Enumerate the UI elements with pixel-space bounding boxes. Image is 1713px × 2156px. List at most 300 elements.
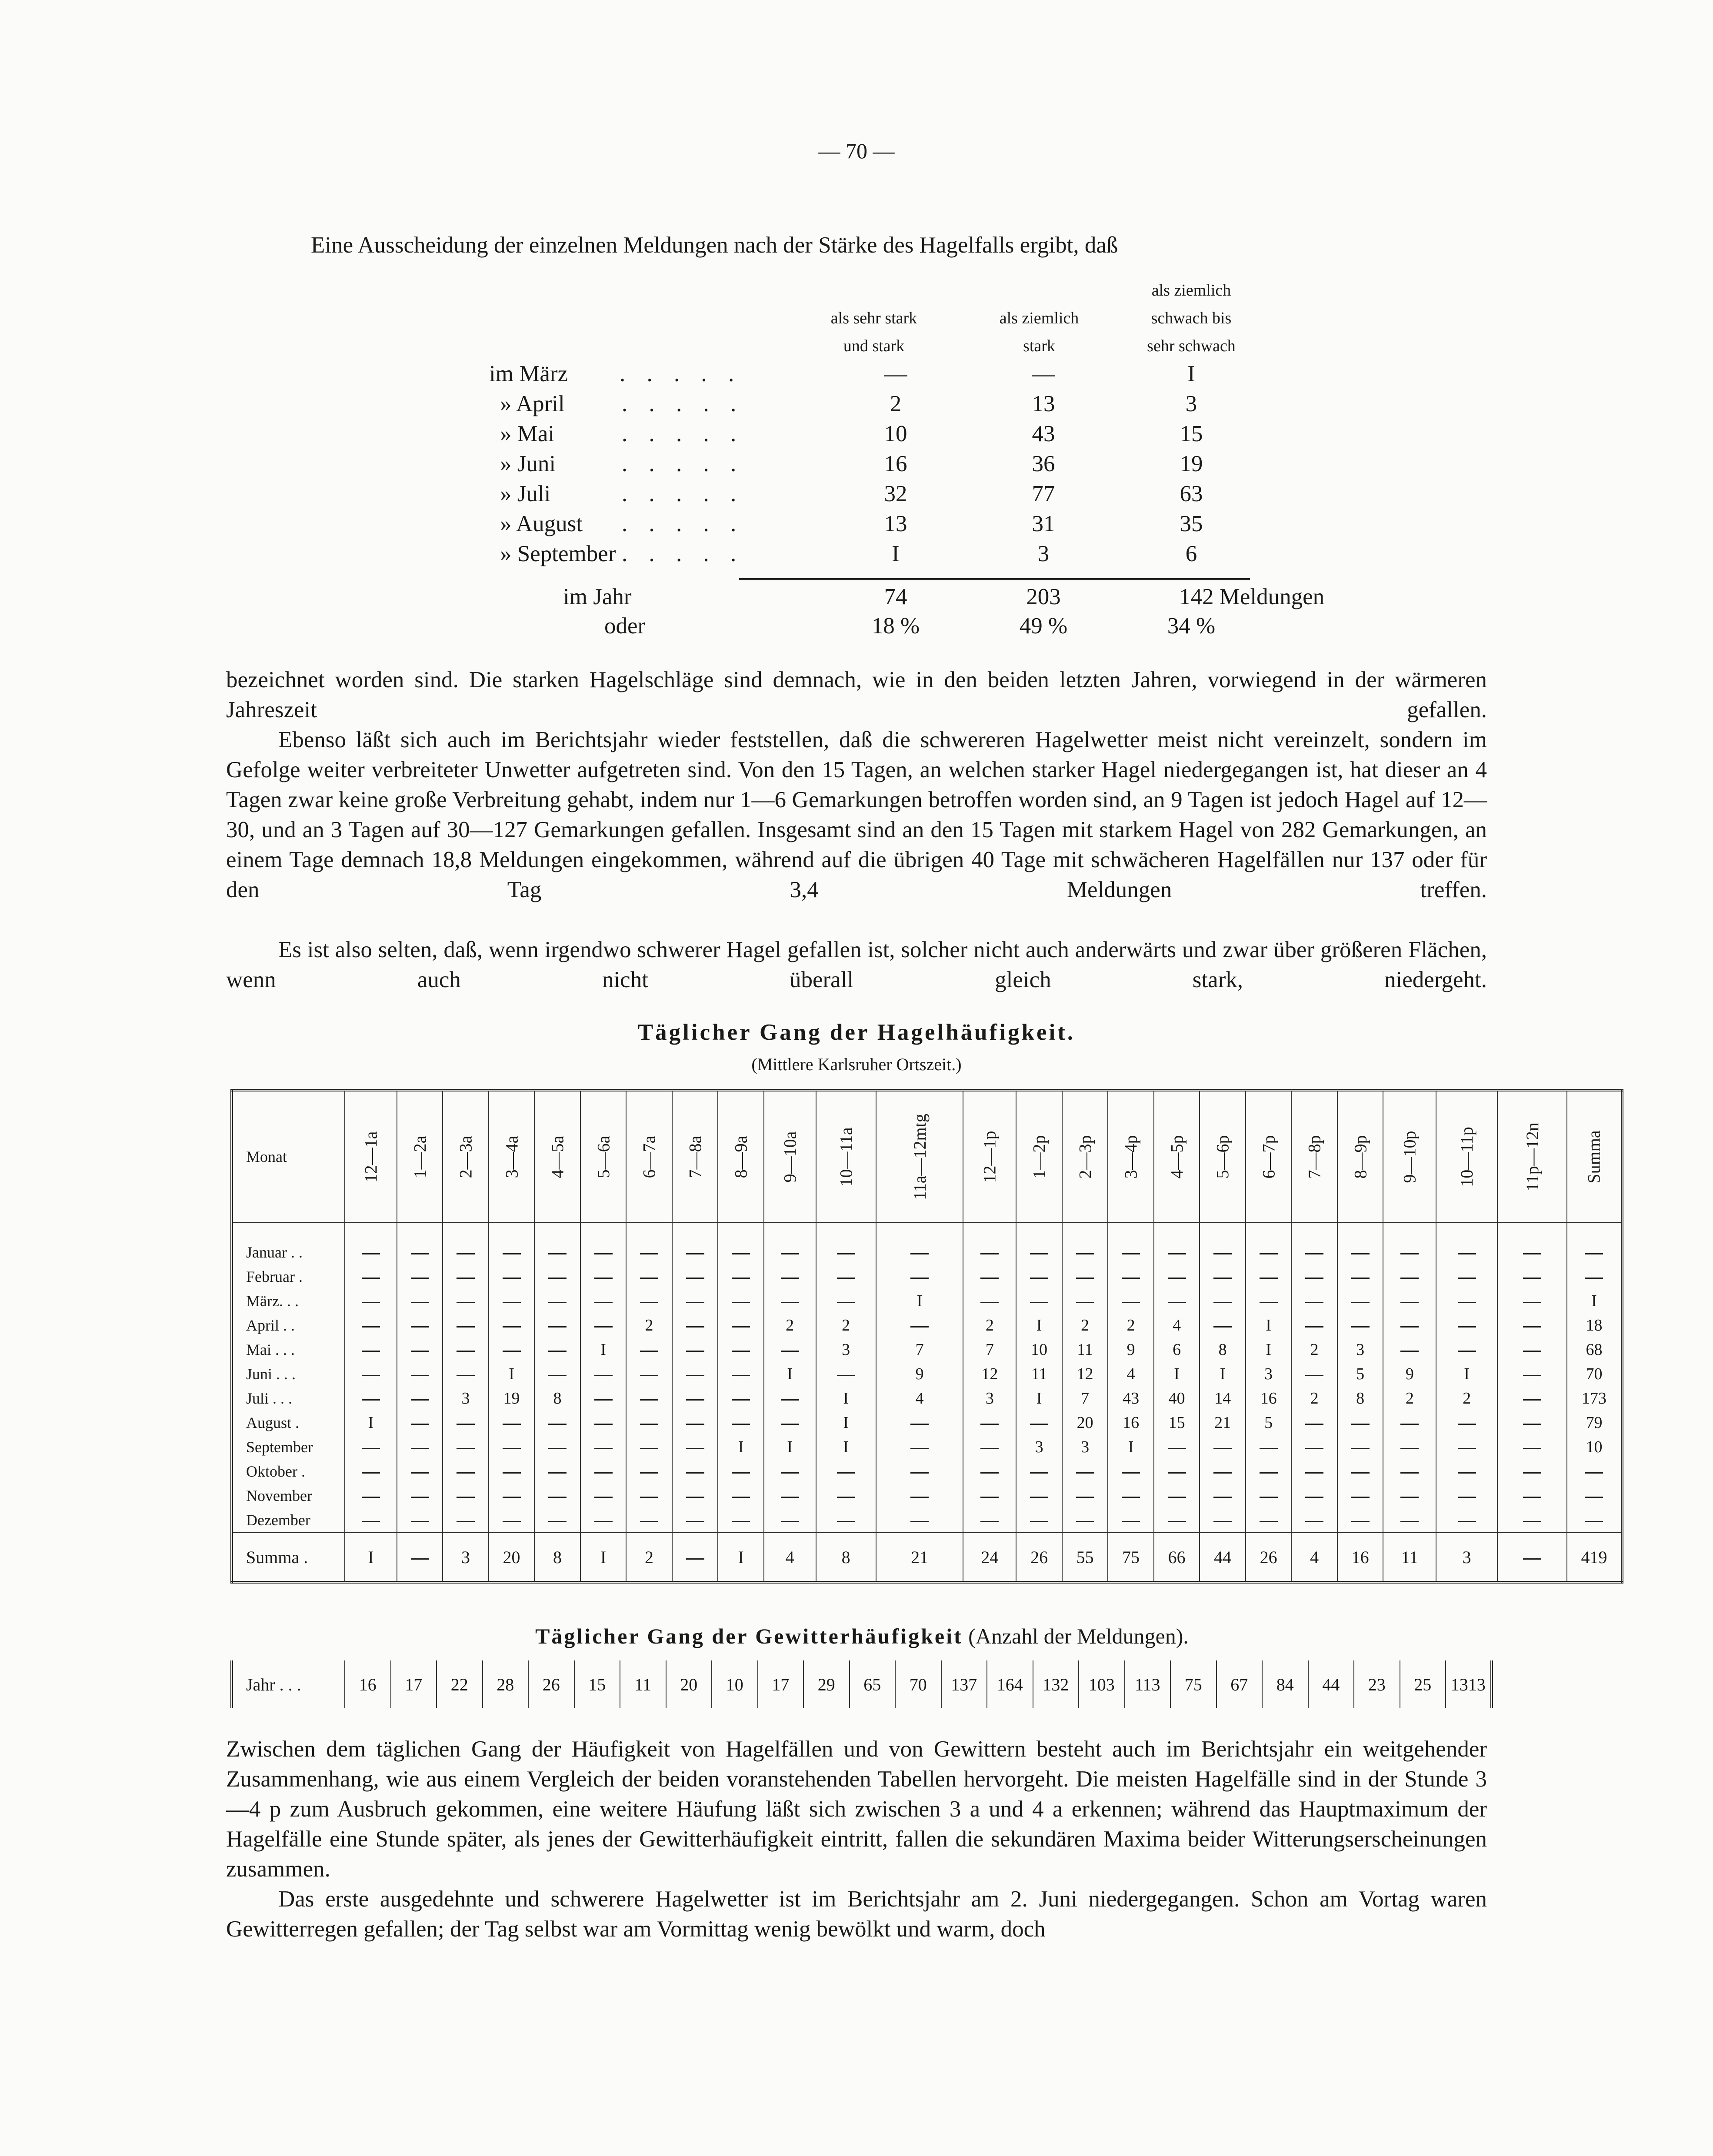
- hail-cell: [345, 1240, 397, 1264]
- hail-cell: [718, 1338, 764, 1362]
- hail-cell: [718, 1289, 764, 1313]
- table-row: [232, 1313, 1622, 1338]
- hail-cell: [1436, 1411, 1497, 1435]
- dash-mark: [686, 1278, 704, 1279]
- hail-cell: I: [816, 1411, 876, 1435]
- dash-mark: [362, 1278, 380, 1279]
- hour-header-label: 8—9p: [1350, 1135, 1370, 1178]
- hail-cell: [1108, 1240, 1154, 1264]
- dash-mark: [503, 1351, 521, 1352]
- dash-mark: [1076, 1278, 1094, 1279]
- dash-mark: [503, 1424, 521, 1425]
- hail-cell: 21: [1200, 1411, 1246, 1435]
- dash-mark: [1400, 1351, 1419, 1352]
- dash-mark: [837, 1253, 855, 1254]
- dash-mark: [503, 1278, 521, 1279]
- hail-cell: I: [1200, 1362, 1246, 1386]
- hail-cell: [718, 1313, 764, 1338]
- summa-cell: [1497, 1533, 1567, 1582]
- hail-cell: [1062, 1484, 1108, 1508]
- hail-cell: [1108, 1289, 1154, 1313]
- hail-cell: [672, 1411, 718, 1435]
- spacer-cell: [489, 1222, 535, 1240]
- dash-mark: [1351, 1326, 1370, 1328]
- dash-mark: [1260, 1278, 1278, 1279]
- hail-cell: 15: [1154, 1411, 1200, 1435]
- dash-mark: [1523, 1521, 1541, 1522]
- table-row: [232, 1240, 1622, 1264]
- hour-header-label: 10—11a: [836, 1127, 856, 1187]
- dash-mark: [1351, 1424, 1370, 1425]
- dash-mark: [1030, 1521, 1048, 1522]
- dash-mark: [640, 1424, 658, 1425]
- summa-cell: [397, 1533, 443, 1582]
- month-label: Juli . . .: [232, 1386, 345, 1411]
- hail-cell: [718, 1484, 764, 1508]
- dash-mark: [411, 1302, 429, 1303]
- paragraph-3: Es ist also selten, daß, wenn irgendwo schwerer Hagel gefallen ist, solcher nicht auch anderwärts und zwar über größeren Flächen, wenn auch nicht überall gleich stark, niedergeht.: [226, 937, 1487, 992]
- dash-mark: [503, 1302, 521, 1303]
- hail-cell: [876, 1459, 963, 1484]
- hail-cell: [764, 1411, 816, 1435]
- hail-cell: [1497, 1338, 1567, 1362]
- dash-mark: [457, 1521, 475, 1522]
- dash-mark: [1351, 1278, 1370, 1279]
- dash-mark: [640, 1399, 658, 1401]
- dash-mark: [548, 1521, 567, 1522]
- percent-strong: 18 %: [871, 613, 920, 639]
- hail-cell: 4: [876, 1386, 963, 1411]
- hail-table: [230, 1089, 1623, 1584]
- dash-mark: [732, 1521, 750, 1522]
- dash-mark: [1305, 1302, 1323, 1303]
- dash-mark: [640, 1351, 658, 1352]
- dash-mark: [1400, 1472, 1419, 1474]
- hail-cell: [1200, 1484, 1246, 1508]
- hail-cell: 19: [489, 1386, 535, 1411]
- dash-mark: [781, 1399, 799, 1401]
- hail-cell: [443, 1508, 489, 1533]
- hail-cell: I: [764, 1435, 816, 1459]
- summa-cell: 20: [489, 1533, 535, 1582]
- hail-cell: [443, 1435, 489, 1459]
- hail-cell: 2: [963, 1313, 1016, 1338]
- dash-mark: [781, 1253, 799, 1254]
- dash-mark: [980, 1497, 999, 1498]
- hour-header: [489, 1090, 535, 1222]
- dash-mark: [1076, 1253, 1094, 1254]
- dash-mark: [980, 1424, 999, 1425]
- thunder-cell: 113: [1125, 1660, 1171, 1708]
- hail-cell: [816, 1264, 876, 1289]
- dash-mark: [411, 1399, 429, 1401]
- dash-mark: [1458, 1424, 1476, 1425]
- hail-cell: [626, 1338, 672, 1362]
- dash-mark: [1213, 1472, 1232, 1474]
- strength-cell: 3: [1185, 391, 1197, 416]
- hail-cell: 2: [1291, 1386, 1337, 1411]
- hour-header: [672, 1090, 718, 1222]
- dash-mark: [1122, 1253, 1140, 1254]
- dash-mark: [686, 1472, 704, 1474]
- hail-cell: 43: [1108, 1386, 1154, 1411]
- hail-cell: [1016, 1264, 1062, 1289]
- hail-cell: [672, 1435, 718, 1459]
- strength-cell: 15: [1180, 421, 1203, 446]
- dash-mark: [686, 1497, 704, 1498]
- dash-mark: [837, 1375, 855, 1376]
- hail-cell: [876, 1411, 963, 1435]
- table-row: [232, 1411, 1622, 1435]
- hail-cell: 2: [626, 1313, 672, 1338]
- dash-mark: [548, 1472, 567, 1474]
- hail-cell: [1337, 1435, 1383, 1459]
- hail-cell: [1497, 1484, 1567, 1508]
- hour-header: [1062, 1090, 1108, 1222]
- dash-mark: [411, 1375, 429, 1376]
- dash-mark: [1351, 1472, 1370, 1474]
- thunder-cell: 22: [437, 1660, 483, 1708]
- hail-cell: [580, 1386, 627, 1411]
- dash-mark: [837, 1472, 855, 1474]
- strength-cell: 6: [1185, 541, 1197, 566]
- hour-header-label: 9—10p: [1400, 1131, 1420, 1183]
- thunder-cell: 137: [941, 1660, 987, 1708]
- dash-mark: [1260, 1448, 1278, 1449]
- hail-cell: 7: [1062, 1386, 1108, 1411]
- dash-mark: [1458, 1448, 1476, 1449]
- dash-mark: [686, 1558, 704, 1560]
- summa-cell: 3: [443, 1533, 489, 1582]
- hail-cell: [580, 1362, 627, 1386]
- hail-cell: [1154, 1240, 1200, 1264]
- dash-mark: [1458, 1326, 1476, 1328]
- hail-cell: 3: [443, 1386, 489, 1411]
- dash-mark: [1523, 1253, 1541, 1254]
- dash-mark: [1305, 1375, 1323, 1376]
- hail-cell: 2: [1436, 1386, 1497, 1411]
- paragraph-1: bezeichnet worden sind. Die starken Hagelschläge sind demnach, wie in den beiden letzten Jahren, vorwiegend in der wärmeren Jahreszeit gefallen.: [226, 667, 1487, 722]
- hour-header: [1436, 1090, 1497, 1222]
- hour-header-label: 8—9a: [731, 1135, 751, 1178]
- dash-mark: [1305, 1253, 1323, 1254]
- dash-mark: [1213, 1253, 1232, 1254]
- dash-mark: [1122, 1497, 1140, 1498]
- month-label: Januar . .: [232, 1240, 345, 1264]
- hour-header: [626, 1090, 672, 1222]
- hail-cell: [1062, 1289, 1108, 1313]
- thunder-cell: 11: [620, 1660, 666, 1708]
- paragraph-2: Ebenso läßt sich auch im Berichtsjahr wieder feststellen, daß die schwereren Hagelwetter meist nicht vereinzelt, sondern im Gefolge weiter verbreiteter Unwetter aufgetreten sind. Von den 15 Tagen, an welchen starker Hagel niedergegangen ist, hat dieser an 4 Tagen zwar keine große Verbreitung gehabt, indem nur 1—6 Gemarkungen betroffen worden sind, an 9 Tagen ist jedoch Hagel auf 12—30, und an 3 Tagen auf 30—127 Gemarkungen gefallen. Insgesamt sind an den 15 Tagen mit starkem Hagel von 282 Gemarkungen, an einem Tage demnach 18,8 Meldungen eingekommen, während auf die übrigen 40 Tage mit schwächeren Hagelfällen nur 137 oder für den Tag 3,4 Meldungen treffen.: [226, 727, 1487, 902]
- dash-mark: [732, 1278, 750, 1279]
- hail-cell: [534, 1338, 580, 1362]
- hail-cell: 16: [1246, 1386, 1292, 1411]
- leader-dots: . . . . .: [622, 421, 744, 446]
- hail-cell: 2: [764, 1313, 816, 1338]
- hour-header: [534, 1090, 580, 1222]
- hail-cell: [1497, 1240, 1567, 1264]
- dash-mark: [686, 1326, 704, 1328]
- percent-medium: 49 %: [1019, 613, 1068, 639]
- hour-header: [1291, 1090, 1337, 1222]
- dash-mark: [732, 1302, 750, 1303]
- hail-cell: [963, 1484, 1016, 1508]
- hail-cell: [1291, 1508, 1337, 1533]
- dash-mark: [548, 1278, 567, 1279]
- spacer-cell: [1016, 1222, 1062, 1240]
- hail-cell: [1016, 1508, 1062, 1533]
- spacer-cell: [672, 1222, 718, 1240]
- dash-mark: [503, 1326, 521, 1328]
- dash-mark: [1523, 1424, 1541, 1425]
- dash-mark: [457, 1424, 475, 1425]
- leader-dots: . . . . .: [622, 481, 744, 506]
- hail-cell: 8: [1337, 1386, 1383, 1411]
- hail-cell: [626, 1362, 672, 1386]
- dash-mark: [411, 1278, 429, 1279]
- dash-mark: [1458, 1302, 1476, 1303]
- hail-cell: [580, 1508, 627, 1533]
- hour-header-label: 6—7a: [639, 1135, 659, 1178]
- hail-cell: [1154, 1264, 1200, 1289]
- dash-mark: [1458, 1497, 1476, 1498]
- dash-mark: [1260, 1302, 1278, 1303]
- hour-header: [580, 1090, 627, 1222]
- dash-mark: [732, 1326, 750, 1328]
- hour-header-label: 3—4p: [1121, 1135, 1141, 1178]
- dash-mark: [910, 1424, 929, 1425]
- hail-cell: [1016, 1240, 1062, 1264]
- hail-cell: [1154, 1435, 1200, 1459]
- hail-cell: [1337, 1484, 1383, 1508]
- dash-mark: [910, 1472, 929, 1474]
- hail-cell: [626, 1240, 672, 1264]
- dash-mark: [640, 1302, 658, 1303]
- hail-cell: 2: [1383, 1386, 1436, 1411]
- hail-cell: [1497, 1508, 1567, 1533]
- hail-cell: I: [1436, 1362, 1497, 1386]
- hail-cell: [816, 1508, 876, 1533]
- hail-cell: [534, 1484, 580, 1508]
- month-label: Juni . . .: [232, 1362, 345, 1386]
- hail-cell: [963, 1240, 1016, 1264]
- hail-cell: [1567, 1459, 1622, 1484]
- hail-cell: I: [876, 1289, 963, 1313]
- hail-cell: [1291, 1435, 1337, 1459]
- dash-mark: [640, 1375, 658, 1376]
- hail-cell: [345, 1362, 397, 1386]
- thunder-title-bold: Täglicher Gang der Gewitterhäufigkeit: [535, 1624, 963, 1648]
- strength-row-label: » Mai: [500, 421, 555, 446]
- hail-cell: [1383, 1411, 1436, 1435]
- dash-mark: [686, 1399, 704, 1401]
- dash-mark: [362, 1448, 380, 1449]
- dash-mark: [503, 1497, 521, 1498]
- hail-cell: [534, 1240, 580, 1264]
- hour-header-label: 6—7p: [1259, 1135, 1279, 1178]
- hail-cell: [963, 1411, 1016, 1435]
- hour-header: [1383, 1090, 1436, 1222]
- dash-mark: [1523, 1278, 1541, 1279]
- hail-cell: [672, 1362, 718, 1386]
- spacer-cell: [626, 1222, 672, 1240]
- hail-cell: 3: [816, 1338, 876, 1362]
- hour-header-label: 4—5a: [547, 1135, 567, 1178]
- dash-mark: [1523, 1375, 1541, 1376]
- hour-header: [443, 1090, 489, 1222]
- dash-mark: [548, 1302, 567, 1303]
- hail-cell: 3: [963, 1386, 1016, 1411]
- hour-header-label: 4—5p: [1167, 1135, 1187, 1178]
- hail-cell: [1246, 1289, 1292, 1313]
- dash-mark: [686, 1424, 704, 1425]
- hour-header: [1016, 1090, 1062, 1222]
- dash-mark: [1305, 1424, 1323, 1425]
- month-header: Monat: [232, 1090, 345, 1222]
- hail-cell: [1291, 1313, 1337, 1338]
- hail-cell: [764, 1484, 816, 1508]
- hail-cell: [1383, 1240, 1436, 1264]
- hail-cell: 11: [1016, 1362, 1062, 1386]
- spacer-cell: [816, 1222, 876, 1240]
- hail-cell: [580, 1484, 627, 1508]
- hail-cell: [672, 1508, 718, 1533]
- dash-mark: [732, 1351, 750, 1352]
- hail-cell: [764, 1338, 816, 1362]
- dash-mark: [1122, 1302, 1140, 1303]
- dash-mark: [980, 1253, 999, 1254]
- dash-mark: [1122, 1521, 1140, 1522]
- thunder-cell: 70: [895, 1660, 941, 1708]
- leader-dots: . . . . .: [622, 511, 744, 536]
- dash-mark: [1351, 1302, 1370, 1303]
- thunder-table-title: [230, 1624, 1493, 1649]
- strength-cell: 16: [884, 451, 907, 476]
- dash-mark: [594, 1302, 613, 1303]
- dash-mark: [837, 1278, 855, 1279]
- paragraph-4: Zwischen dem täglichen Gang der Häufigkeit von Hagelfällen und von Gewittern besteht auch im Berichtsjahr ein weitgehender Zusammenhang, wie aus einem Vergleich der beiden voranstehenden Tabellen hervorgeht. Die meisten Hagelfälle sind in der Stunde 3—4 p zum Ausbruch gekommen, eine weitere Häufung läßt sich zwischen 3 a und 4 a erkennen; während das Hauptmaximum der Hagelfälle eine Stunde später, als jenes der Gewitterhäufigkeit eintritt, fallen die sekundären Maxima beider Witterungserscheinungen zusammen.: [226, 1737, 1487, 1882]
- dash-mark: [732, 1472, 750, 1474]
- hail-cell: 9: [1383, 1362, 1436, 1386]
- month-label: November: [232, 1484, 345, 1508]
- hour-header: [345, 1090, 397, 1222]
- dash-mark: [1213, 1521, 1232, 1522]
- hail-cell: [397, 1313, 443, 1338]
- thunder-cell: 26: [528, 1660, 574, 1708]
- thunder-cell: 10: [712, 1660, 758, 1708]
- dash-mark: [640, 1448, 658, 1449]
- hail-cell: 14: [1200, 1386, 1246, 1411]
- summa-cell: 55: [1062, 1533, 1108, 1582]
- hail-cell: 4: [1108, 1362, 1154, 1386]
- summa-cell: 2: [626, 1533, 672, 1582]
- hour-header: [1497, 1090, 1567, 1222]
- thunder-cell: 17: [758, 1660, 804, 1708]
- hail-cell: [345, 1289, 397, 1313]
- hail-cell: [1016, 1289, 1062, 1313]
- dash-mark: [548, 1326, 567, 1328]
- strength-cell: 19: [1180, 451, 1203, 476]
- hail-cell: 8: [1200, 1338, 1246, 1362]
- dash-mark: [1400, 1521, 1419, 1522]
- hail-cell: [1154, 1508, 1200, 1533]
- dash-mark: [362, 1399, 380, 1401]
- intro-text: Eine Ausscheidung der einzelnen Meldungen nach der Stärke des Hagelfalls ergibt, daß: [311, 233, 1118, 258]
- hail-cell: I: [345, 1411, 397, 1435]
- hail-cell: [1200, 1435, 1246, 1459]
- hail-cell: [963, 1508, 1016, 1533]
- hail-cell: 18: [1567, 1313, 1622, 1338]
- hail-cell: [1154, 1459, 1200, 1484]
- hour-header-label: 10—11p: [1457, 1126, 1477, 1187]
- dash-mark: [732, 1399, 750, 1401]
- dash-mark: [732, 1375, 750, 1376]
- dash-mark: [1305, 1326, 1323, 1328]
- hail-cell: [397, 1508, 443, 1533]
- spacer-cell: [1200, 1222, 1246, 1240]
- hail-cell: [1200, 1240, 1246, 1264]
- table-row: [232, 1362, 1622, 1386]
- hail-cell: 79: [1567, 1411, 1622, 1435]
- hail-cell: [718, 1459, 764, 1484]
- dash-mark: [1030, 1253, 1048, 1254]
- dash-mark: [503, 1253, 521, 1254]
- total-weak: 142 Meldungen: [1179, 584, 1325, 609]
- dash-mark: [1523, 1558, 1541, 1560]
- dash-mark: [548, 1351, 567, 1352]
- hail-table-subtitle: (Mittlere Karlsruher Ortszeit.): [751, 1055, 962, 1074]
- hail-cell: [534, 1435, 580, 1459]
- dash-mark: [1122, 1472, 1140, 1474]
- leader-dots: . . . . .: [622, 451, 744, 476]
- dash-mark: [1523, 1472, 1541, 1474]
- hail-cell: [1200, 1508, 1246, 1533]
- dash-mark: [362, 1521, 380, 1522]
- hail-cell: [1108, 1484, 1154, 1508]
- hail-cell: [1154, 1289, 1200, 1313]
- dash-mark: [1076, 1521, 1094, 1522]
- hail-cell: [1291, 1264, 1337, 1289]
- dash-mark: [503, 1521, 521, 1522]
- hail-cell: [534, 1362, 580, 1386]
- dash-mark: [837, 1521, 855, 1522]
- hail-cell: I: [816, 1386, 876, 1411]
- hail-cell: [534, 1459, 580, 1484]
- strength-row-label: » September: [500, 541, 616, 566]
- hail-cell: I: [1567, 1289, 1622, 1313]
- dash-mark: [910, 1448, 929, 1449]
- month-label: August .: [232, 1411, 345, 1435]
- thunder-cell: 132: [1033, 1660, 1079, 1708]
- dash-mark: [837, 1497, 855, 1498]
- hail-cell: [1016, 1484, 1062, 1508]
- hail-cell: [1436, 1289, 1497, 1313]
- dash-mark: [781, 1497, 799, 1498]
- hour-header: [963, 1090, 1016, 1222]
- dash-mark: [686, 1351, 704, 1352]
- leader-dots: . . . . .: [622, 541, 744, 566]
- strength-cell: 32: [884, 481, 907, 506]
- hail-cell: [1337, 1313, 1383, 1338]
- hail-cell: [489, 1484, 535, 1508]
- hail-cell: [443, 1459, 489, 1484]
- dash-mark: [457, 1278, 475, 1279]
- hour-header: [816, 1090, 876, 1222]
- hail-cell: [1436, 1338, 1497, 1362]
- hail-cell: [816, 1240, 876, 1264]
- dash-mark: [732, 1424, 750, 1425]
- leader-dots: . . . . .: [620, 361, 742, 386]
